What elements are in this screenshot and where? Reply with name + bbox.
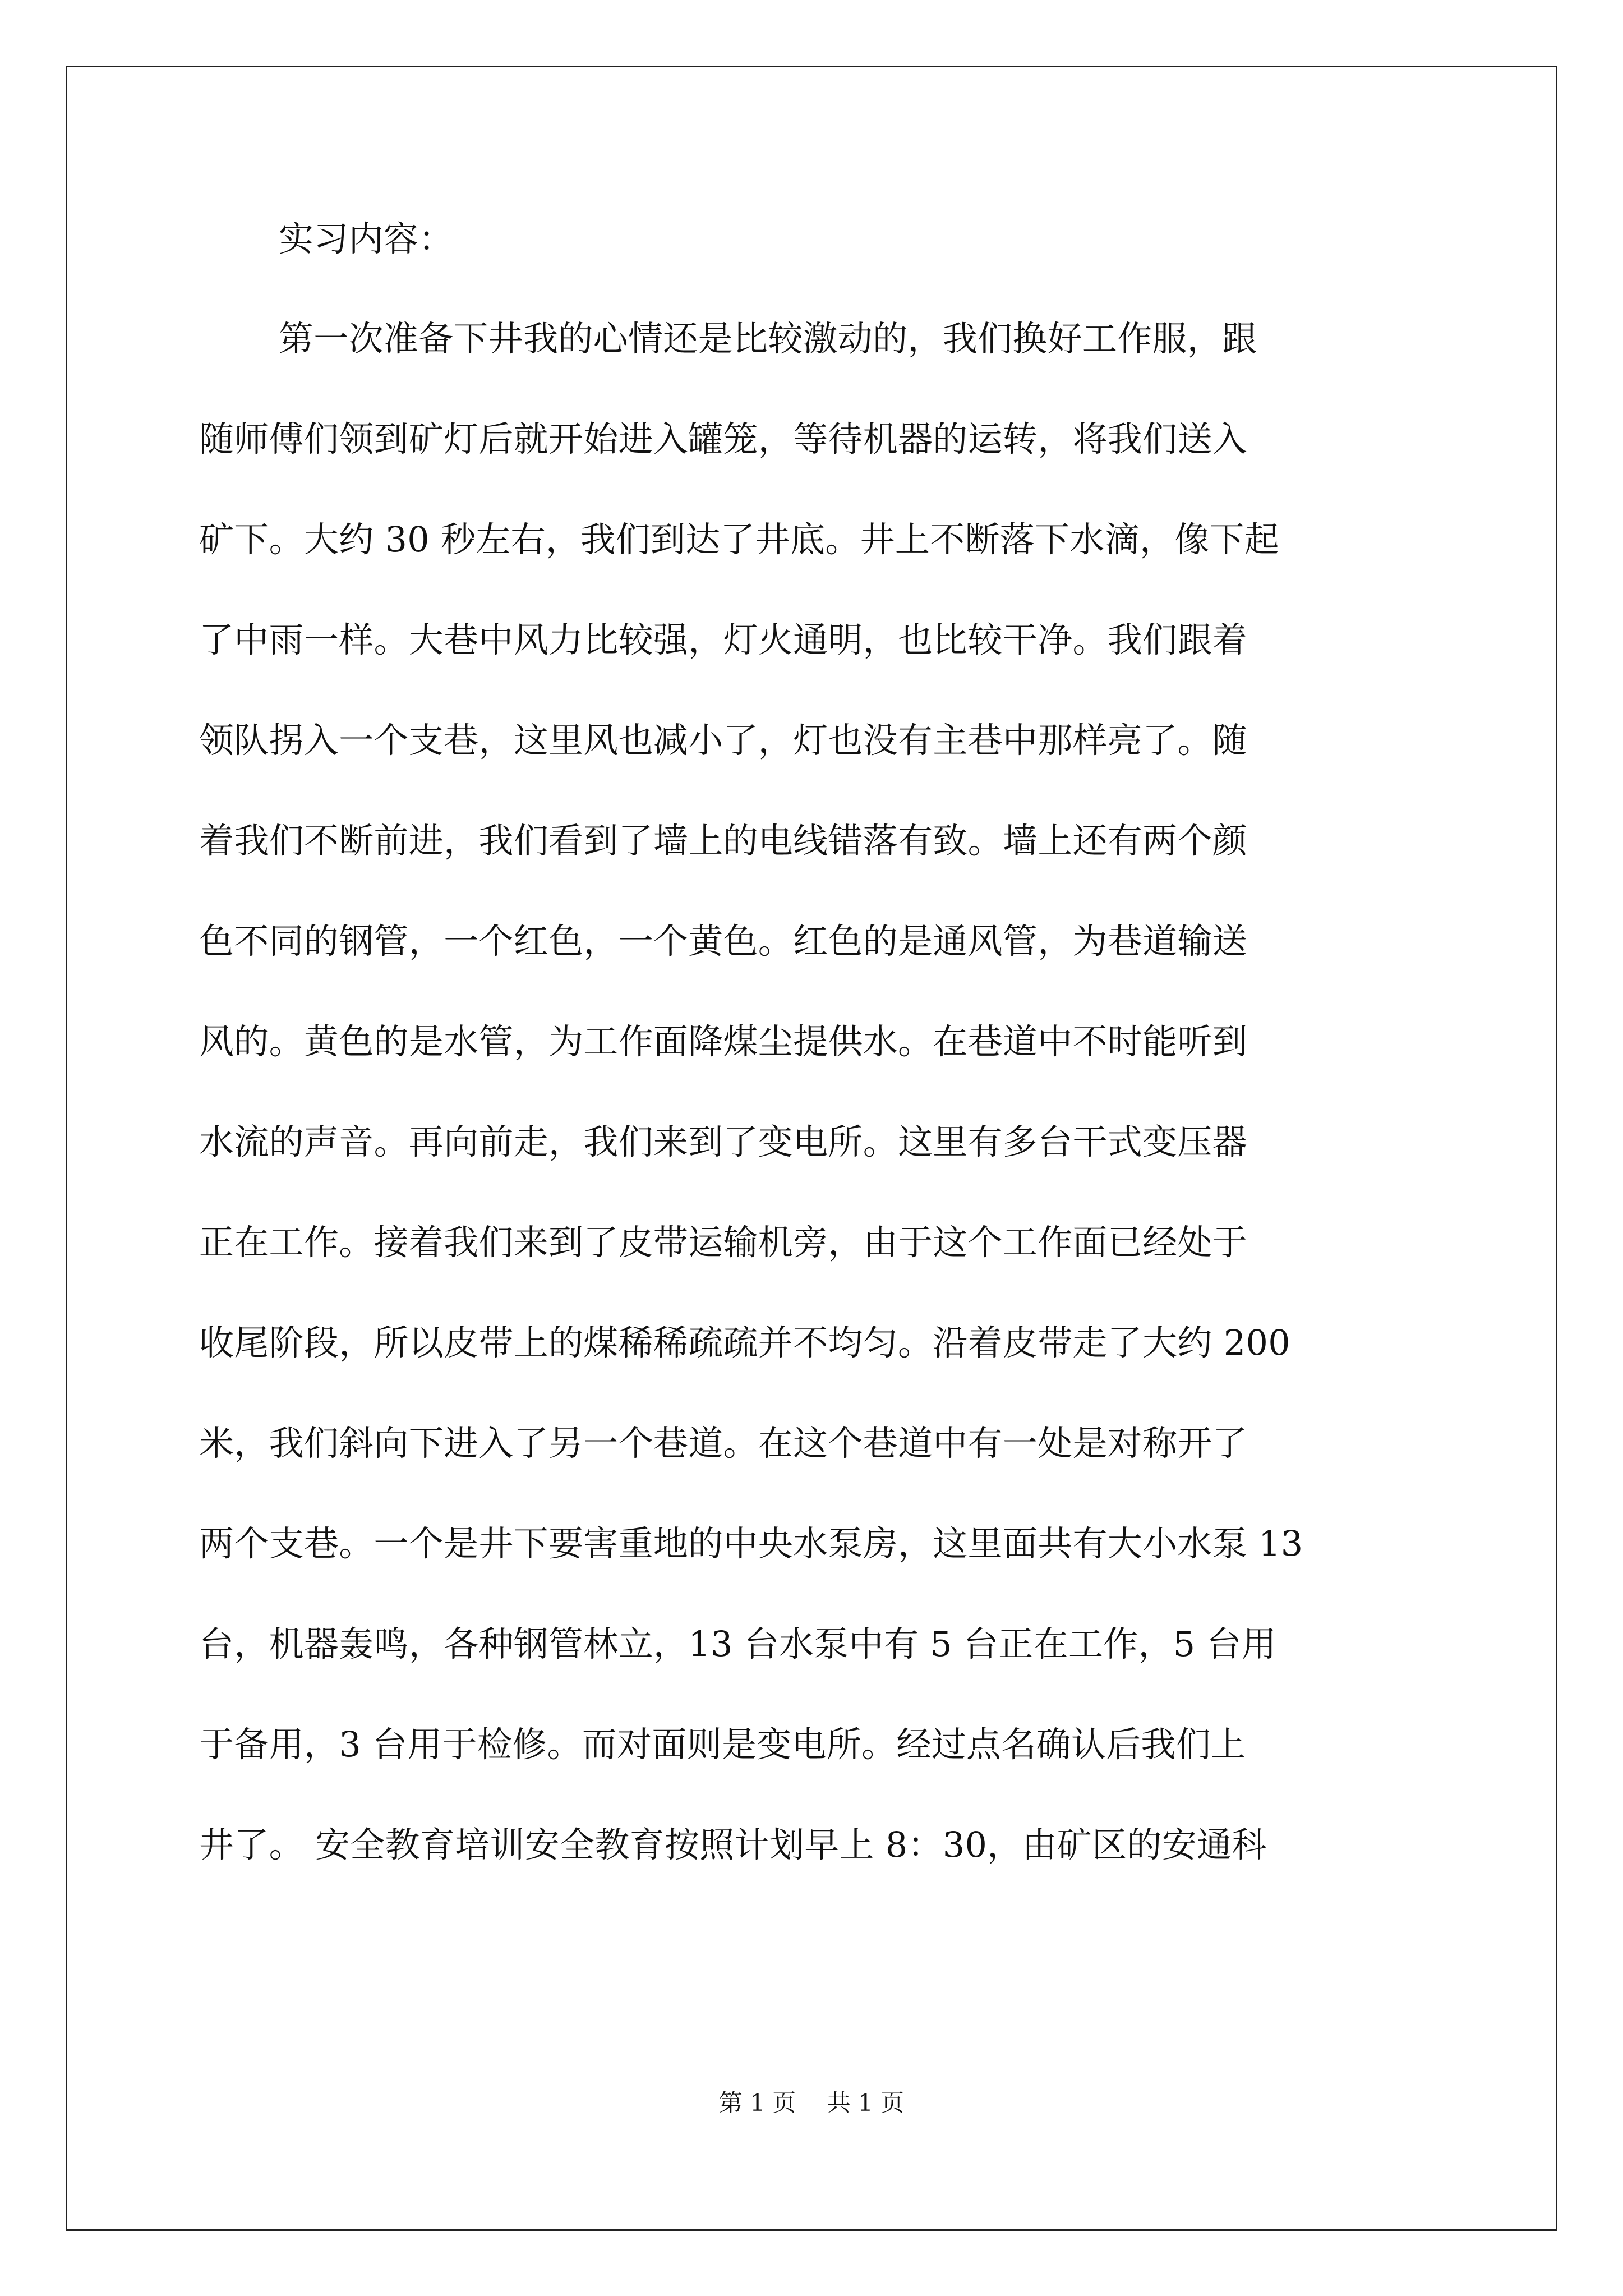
paragraph-line: 第一次准备下井我的心情还是比较激动的，我们换好工作服，跟	[279, 318, 1257, 359]
paragraph-line: 矿下。大约 30 秒左右，我们到达了井底。井上不断落下水滴，像下起	[199, 519, 1280, 560]
paragraph-line: 正在工作。接着我们来到了皮带运输机旁，由于这个工作面已经处于	[199, 1222, 1248, 1263]
paragraph-line: 两个支巷。一个是井下要害重地的中央水泵房，这里面共有大小水泵 13	[199, 1523, 1303, 1564]
paragraph-line: 水流的声音。再向前走，我们来到了变电所。这里有多台干式变压器	[199, 1121, 1248, 1162]
section-heading: 实习内容：	[279, 218, 454, 259]
paragraph-line: 于备用，3 台用于检修。而对面则是变电所。经过点名确认后我们上	[199, 1724, 1246, 1765]
paragraph-line: 了中雨一样。大巷中风力比较强，灯火通明，也比较干净。我们跟着	[199, 619, 1248, 660]
page-footer: 第 1 页 共 1 页	[718, 2089, 905, 2116]
paragraph-line: 随师傅们领到矿灯后就开始进入罐笼，等待机器的运转，将我们送入	[199, 418, 1248, 459]
paragraph	[199, 318, 1450, 1865]
paragraph-line: 领队拐入一个支巷，这里风也减小了，灯也没有主巷中那样亮了。随	[199, 720, 1248, 761]
document-body	[199, 218, 1450, 1865]
paragraph-line: 井了。 安全教育培训安全教育按照计划早上 8：30，由矿区的安通科	[199, 1824, 1267, 1865]
paragraph-line: 台，机器轰鸣，各种钢管林立，13 台水泵中有 5 台正在工作，5 台用	[199, 1623, 1277, 1664]
paragraph-line: 着我们不断前进，我们看到了墙上的电线错落有致。墙上还有两个颜	[199, 820, 1248, 861]
paragraph-line: 风的。黄色的是水管，为工作面降煤尘提供水。在巷道中不时能听到	[199, 1021, 1248, 1062]
paragraph-line: 收尾阶段，所以皮带上的煤稀稀疏疏并不均匀。沿着皮带走了大约 200	[199, 1322, 1290, 1363]
paragraph-line: 米，我们斜向下进入了另一个巷道。在这个巷道中有一处是对称开了	[199, 1423, 1248, 1464]
paragraph-line: 色不同的钢管，一个红色，一个黄色。红色的是通风管，为巷道输送	[199, 921, 1248, 961]
